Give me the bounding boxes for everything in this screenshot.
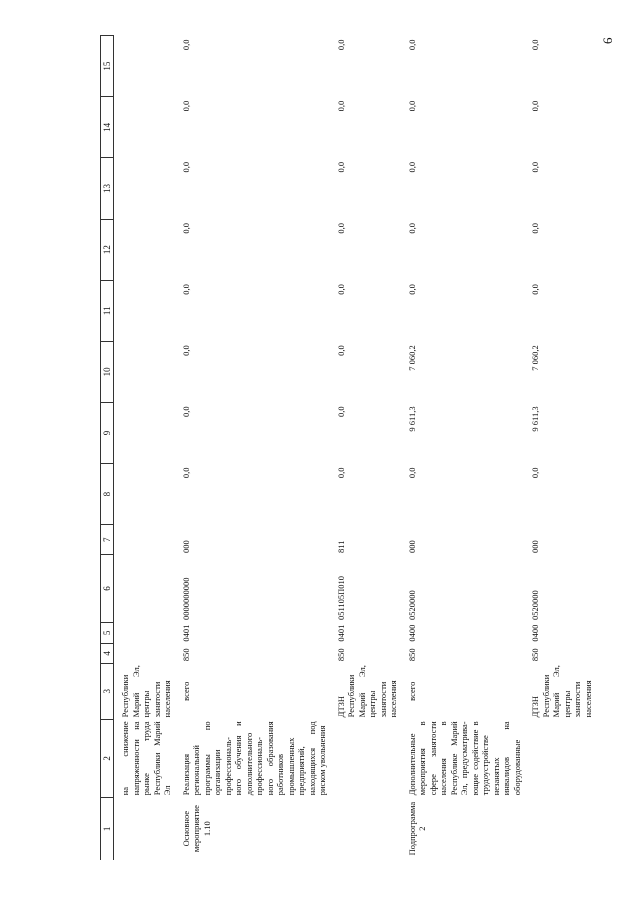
cell-vr: 000 [180,540,191,553]
cell-amount [114,97,175,158]
header-cell: 3 [101,663,114,719]
cell-status: Подпрограмма 2 [406,801,427,856]
cell-amount: 0,0 [406,467,417,479]
cell-executor: ДТЗН Республики Марий Эл, центры занятости населения [335,665,398,718]
cell-amount: 0,0 [530,161,540,173]
header-cell: 10 [101,341,114,402]
cell-amount: 0,0 [530,100,540,112]
cell-name: Реализация региональной программы по организации профессиональ-ного обучения и дополнительного профессиональ-ного образования работников промышленных предприятий, находящихся под риском увольнения [180,721,327,796]
cell-amount: 9 611,3 [530,406,540,432]
cell-amount: 0,0 [335,467,346,479]
header-cell: 1 [101,797,114,860]
cell-amount: 0,0 [335,284,346,295]
header-cell: 15 [101,36,114,97]
cell-amount: 0,0 [335,406,346,418]
cell-grbs: 850 [180,648,191,662]
cell-amount: 0,0 [180,39,191,51]
cell-amount: 0,0 [406,100,417,112]
header-cell: 13 [101,158,114,219]
cell-status: Основное мероприятие 1.10 [180,805,212,853]
cell-executor: Республики Марий Эл, центры занятости населения [120,665,172,718]
cell-rzpr: 0400 [406,624,417,642]
header-cell: 2 [101,719,114,797]
cell-csr: 051105П010 [335,575,346,621]
cell-vr: 000 [406,540,417,553]
cell-amount: 0,0 [180,161,191,173]
cell-name [330,719,401,797]
cell-amount: 0,0 [530,223,540,234]
cell-amount [114,402,175,463]
cell-amount: 0,0 [335,223,346,234]
cell-amount: 0,0 [180,223,191,234]
cell-vr: 811 [335,540,346,553]
cell-amount: 9 611,3 [406,406,417,432]
cell-amount: 0,0 [335,161,346,173]
cell-csr [114,555,175,622]
cell-amount [114,36,175,97]
cell-amount: 0,0 [180,100,191,112]
column-number-header [101,36,114,861]
rotated-table-container [100,35,620,860]
table-row [175,36,330,861]
cell-status [114,797,175,860]
cell-amount: 0,0 [530,467,540,479]
cell-amount: 0,0 [406,161,417,173]
table-row [330,36,401,861]
cell-amount: 0,0 [530,39,540,51]
cell-amount: 0,0 [180,345,191,356]
cell-amount [114,158,175,219]
header-cell: 7 [101,525,114,555]
header-cell: 6 [101,555,114,622]
cell-csr: 0000000000 [180,577,191,621]
cell-rzpr: 0401 [180,624,191,642]
cell-amount: 0,0 [530,284,540,295]
cell-status [524,797,595,860]
cell-amount: 0,0 [406,223,417,234]
table-row [524,36,595,861]
cell-amount: 0,0 [180,467,191,479]
cell-name: Дополнительные мероприятия в сфере занятости населения в Республике Марий Эл, предусматрива-ющие содействие в трудоустройстве незанятых инвалидов на оборудованные [406,721,522,796]
cell-vr [114,525,175,555]
cell-amount: 0,0 [180,284,191,295]
cell-vr: 000 [530,540,540,553]
cell-grbs: 850 [406,648,417,662]
header-cell: 14 [101,97,114,158]
cell-amount [114,219,175,280]
cell-amount [114,341,175,402]
cell-rzpr: 0400 [530,624,540,642]
cell-csr: 0520000 [406,590,417,621]
header-cell: 5 [101,622,114,644]
cell-executor: всего [406,681,417,701]
cell-executor: всего [180,681,191,701]
cell-status [330,797,401,860]
cell-name: на снижение напряженности на рынке труда Республики Марий Эл [120,721,172,796]
table-row [114,36,175,861]
cell-amount: 0,0 [335,39,346,51]
table-row [401,36,525,861]
header-cell: 12 [101,219,114,280]
cell-rzpr [114,622,175,644]
header-cell: 4 [101,644,114,663]
budget-table [100,35,595,860]
cell-amount: 7 060,2 [406,345,417,371]
cell-amount [114,464,175,525]
cell-grbs: 850 [530,648,540,662]
cell-rzpr: 0401 [335,624,346,642]
cell-amount: 0,0 [335,345,346,356]
cell-amount [114,280,175,341]
cell-amount: 0,0 [180,406,191,418]
cell-name [524,719,595,797]
header-cell: 11 [101,280,114,341]
cell-grbs [114,644,175,663]
cell-csr: 0520000 [530,590,540,621]
cell-amount: 0,0 [406,39,417,51]
cell-amount: 0,0 [406,284,417,295]
page-number: 6 [600,37,615,44]
cell-amount: 7 060,2 [530,345,540,371]
header-cell: 9 [101,402,114,463]
cell-executor: ДТЗН Республики Марий Эл, центры занятости населения [530,665,593,718]
cell-amount: 0,0 [335,100,346,112]
cell-grbs: 850 [335,648,346,662]
header-cell: 8 [101,464,114,525]
